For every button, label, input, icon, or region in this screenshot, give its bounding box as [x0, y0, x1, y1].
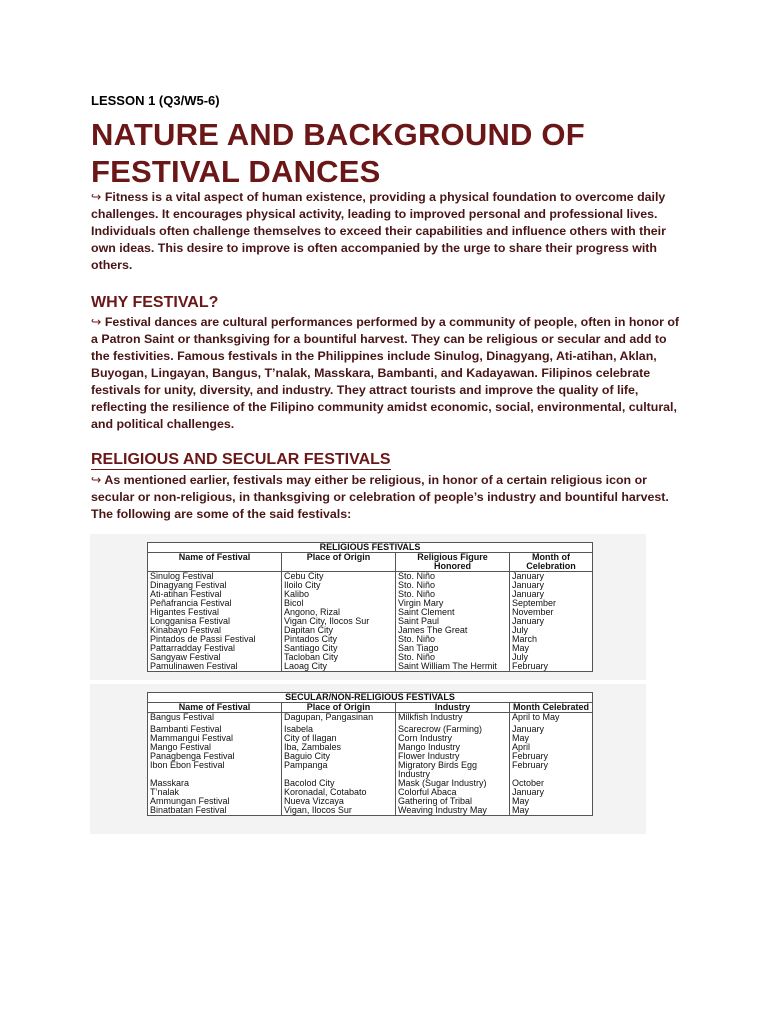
table-cell: January: [510, 725, 593, 734]
table-cell: Sto. Niño: [396, 635, 510, 644]
table-row: [148, 761, 593, 779]
table-cell: January: [510, 788, 593, 797]
table-cell: Mango Industry: [396, 743, 510, 752]
table-row: [148, 806, 593, 816]
table-cell: Sto. Niño: [396, 572, 510, 582]
table-cell: Nueva Vizcaya: [282, 797, 396, 806]
table-cell: Ammungan Festival: [148, 797, 282, 806]
column-header: Name of Festival: [148, 553, 282, 572]
religious-secular-heading: [91, 451, 391, 469]
intro-paragraph: [91, 189, 681, 274]
table-cell: May: [510, 734, 593, 743]
table-cell: January: [510, 581, 593, 590]
table-cell: January: [510, 617, 593, 626]
table-cell: Pamulinawen Festival: [148, 662, 282, 672]
page-title: [91, 116, 585, 190]
table-cell: Ibon Ebon Festival: [148, 761, 282, 779]
column-header: Place of Origin: [282, 553, 396, 572]
table-cell: Dapitan City: [282, 626, 396, 635]
table-cell: Mango Festival: [148, 743, 282, 752]
table-cell: T’nalak: [148, 788, 282, 797]
table-cell: Sinulog Festival: [148, 572, 282, 582]
table-cell: October: [510, 779, 593, 788]
table-cell: Baguio City: [282, 752, 396, 761]
table-cell: April to May: [510, 713, 593, 723]
table-cell: Tacloban City: [282, 653, 396, 662]
table-cell: Vigan City, Ilocos Sur: [282, 617, 396, 626]
why-festival-paragraph: [91, 314, 681, 433]
table-cell: Angono, Rizal: [282, 608, 396, 617]
table-cell: Weaving Industry May: [396, 806, 510, 816]
table-cell: Higantes Festival: [148, 608, 282, 617]
column-header: Month of Celebration: [510, 553, 593, 572]
table-row: [148, 713, 593, 723]
table-cell: January: [510, 590, 593, 599]
table-cell: February: [510, 761, 593, 779]
table-cell: Saint Paul: [396, 617, 510, 626]
table-cell: Kinabayo Festival: [148, 626, 282, 635]
table-cell: February: [510, 752, 593, 761]
why-festival-heading: WHY FESTIVAL?: [91, 294, 219, 311]
secular-table-body: [148, 713, 593, 816]
column-header: Name of Festival: [148, 703, 282, 713]
table-cell: Saint Clement: [396, 608, 510, 617]
table-cell: Sto. Niño: [396, 590, 510, 599]
religious-secular-text: As mentioned earlier, festivals may either be religious, in honor of a certain religious icon or secular or non-religious, in thanksgiving or celebration of people’s industry and bountiful harvest. The following are some of the said festivals:: [91, 473, 669, 521]
secular-festivals-table: [147, 692, 593, 816]
table-cell: Dinagyang Festival: [148, 581, 282, 590]
table-cell: Pintados City: [282, 635, 396, 644]
intro-text: Fitness is a vital aspect of human existence, providing a physical foundation to overcome daily challenges. It encourages physical activity, leading to improved personal and professional lives. Individuals often challenge themselves to exceed their capabilities and influence others with their own ideas. This desire to improve is often accompanied by the urge to share their progress with others.: [91, 190, 666, 272]
table-cell: Isabela: [282, 725, 396, 734]
table-cell: Binatbatan Festival: [148, 806, 282, 816]
table-cell: Iba, Zambales: [282, 743, 396, 752]
table-cell: Milkfish Industry: [396, 713, 510, 723]
table-cell: May: [510, 806, 593, 816]
lesson-label: LESSON 1 (Q3/W5-6): [91, 93, 220, 108]
column-header: Industry: [396, 703, 510, 713]
arrow-icon: ↪: [91, 315, 102, 329]
table-cell: James The Great: [396, 626, 510, 635]
table-cell: July: [510, 653, 593, 662]
table-cell: Bambanti Festival: [148, 725, 282, 734]
arrow-icon: ↪: [91, 190, 102, 204]
religious-secular-heading-text: RELIGIOUS AND SECULAR FESTIVALS: [91, 451, 391, 468]
table-cell: Masskara: [148, 779, 282, 788]
table-cell: Mammangui Festival: [148, 734, 282, 743]
table-cell: Bangus Festival: [148, 713, 282, 723]
table-cell: Panagbenga Festival: [148, 752, 282, 761]
religious-table-body: [148, 572, 593, 672]
table-cell: May: [510, 644, 593, 653]
secular-table-caption: SECULAR/NON-RELIGIOUS FESTIVALS: [148, 693, 593, 703]
table-cell: Kalibo: [282, 590, 396, 599]
table-cell: Pattarradday Festival: [148, 644, 282, 653]
table-cell: Migratory Birds Egg Industry: [396, 761, 510, 779]
table-cell: Longganisa Festival: [148, 617, 282, 626]
table-cell: Gathering of Tribal: [396, 797, 510, 806]
table-cell: Dagupan, Pangasinan: [282, 713, 396, 723]
table-cell: Mask (Sugar Industry): [396, 779, 510, 788]
table-cell: Koronadal, Cotabato: [282, 788, 396, 797]
table-cell: Pintados de Passi Festival: [148, 635, 282, 644]
table-cell: Santiago City: [282, 644, 396, 653]
table-cell: July: [510, 626, 593, 635]
table-cell: Bicol: [282, 599, 396, 608]
table-cell: Sto. Niño: [396, 653, 510, 662]
table-cell: City of Ilagan: [282, 734, 396, 743]
table-cell: Ati-atihan Festival: [148, 590, 282, 599]
column-header: Place of Origin: [282, 703, 396, 713]
table-cell: Saint William The Hermit: [396, 662, 510, 672]
table-cell: Sto. Niño: [396, 581, 510, 590]
table-cell: April: [510, 743, 593, 752]
table-cell: San Tiago: [396, 644, 510, 653]
column-header: Month Celebrated: [510, 703, 593, 713]
table-cell: Cebu City: [282, 572, 396, 582]
table-cell: Scarecrow (Farming): [396, 725, 510, 734]
table-cell: November: [510, 608, 593, 617]
arrow-icon: ↪: [91, 473, 102, 487]
table-cell: Flower Industry: [396, 752, 510, 761]
religious-table-caption: RELIGIOUS FESTIVALS: [148, 543, 593, 553]
table-cell: Sangyaw Festival: [148, 653, 282, 662]
table-cell: Colorful Abaca: [396, 788, 510, 797]
table-cell: March: [510, 635, 593, 644]
religious-festivals-table: [147, 542, 593, 672]
table-cell: February: [510, 662, 593, 672]
religious-secular-paragraph: [91, 472, 681, 523]
table-cell: Peñafrancia Festival: [148, 599, 282, 608]
why-festival-text: Festival dances are cultural performances performed by a community of people, often in honor of a Patron Saint or thanksgiving for a bountiful harvest. They can be religious or secular and add to the festivities. Famous festivals in the Philippines include Sinulog, Dinagyang, Ati-atihan, Aklan, Buyogan, Lingayan, Bangus, T’nalak, Masskara, Bambanti, and Kadayawan. Filipinos celebrate festivals for unity, diversity, and industry. They attract tourists and improve the quality of life, reflecting the resilience of the Filipino community amidst economic, social, environmental, cultural, and political challenges.: [91, 315, 680, 431]
title-line-1: NATURE AND BACKGROUND OF: [91, 117, 585, 152]
table-cell: May: [510, 797, 593, 806]
title-line-2: FESTIVAL DANCES: [91, 154, 381, 189]
table-cell: Iloilo City: [282, 581, 396, 590]
table-cell: Laoag City: [282, 662, 396, 672]
table-cell: January: [510, 572, 593, 582]
table-cell: Bacolod City: [282, 779, 396, 788]
table-cell: Corn Industry: [396, 734, 510, 743]
table-cell: Pampanga: [282, 761, 396, 779]
table-cell: September: [510, 599, 593, 608]
column-header: Religious Figure Honored: [396, 553, 510, 572]
table-cell: Vigan, Ilocos Sur: [282, 806, 396, 816]
table-row: [148, 662, 593, 672]
table-cell: Virgin Mary: [396, 599, 510, 608]
